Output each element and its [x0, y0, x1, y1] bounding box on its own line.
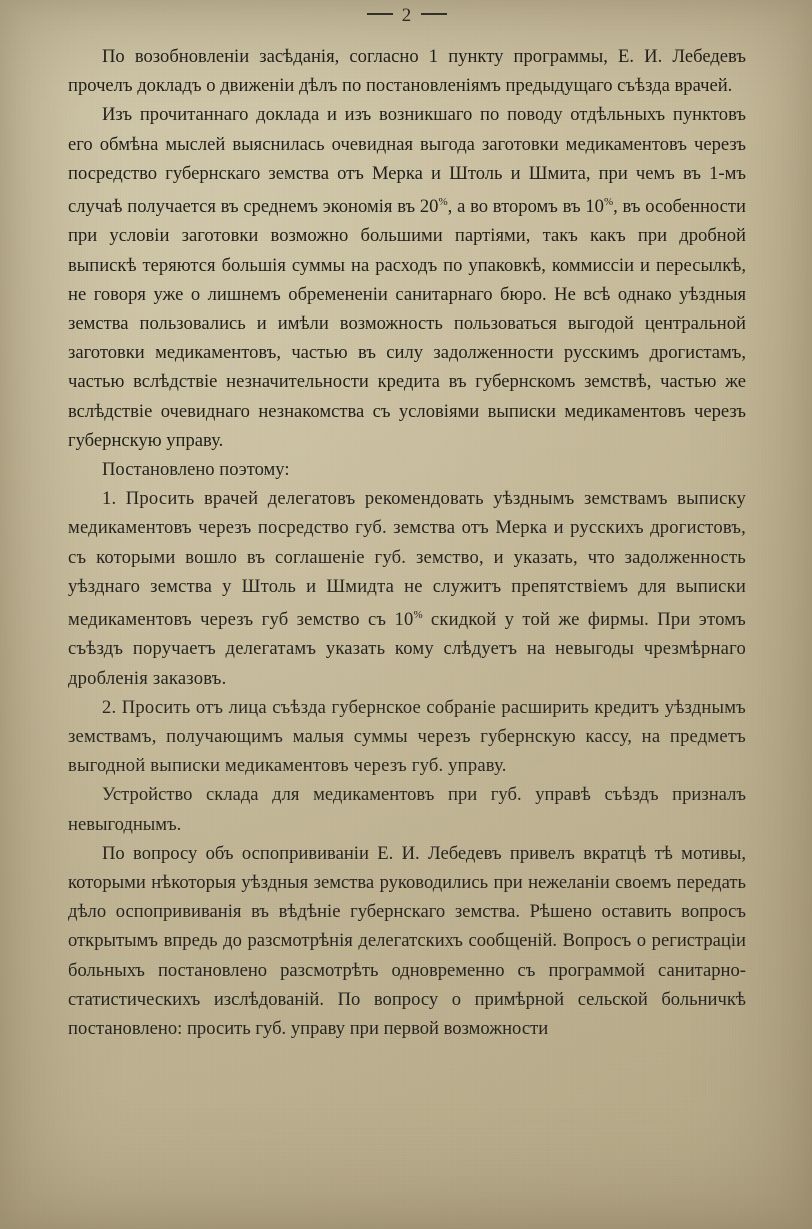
page-header: [68, 0, 746, 30]
paragraph-2-part-c: , въ особенности при условіи заготовки возможно большими партіями, такъ какъ при дробной выпискѣ теряются большія суммы на расходъ по упаковкѣ, коммиссіи и пересылкѣ, не говоря уже о лишнемъ обремененіи санитарнаго бюро. Не всѣ однако уѣздныя земства пользовались и имѣли возможность пользоваться выгодой центральной заготовки медикаментовъ, частью въ силу задолженности русскимъ дрогистамъ, частью вслѣдствіе незначительности кредита въ губернскомъ земствѣ, частью же вслѣдствіе очевиднаго незнакомства съ условіями выписки медикаментовъ черезъ губернскую управу.: [68, 196, 746, 451]
paragraph-4: [68, 484, 746, 693]
paragraph-2-part-a: Изъ прочитаннаго доклада и изъ возникшаго по поводу отдѣльныхъ пунктовъ его обмѣна мыслей выяснилась очевидная выгода заготовки медикаментовъ черезъ посредство губернскаго земства отъ Мерка и Штоль и Шмита, при чемъ въ 1-мъ случаѣ получается въ среднемъ экономія въ 20: [68, 104, 746, 218]
paragraph-2: [68, 100, 746, 455]
percent-sign-2: %: [603, 196, 614, 209]
page-number: 2: [401, 5, 413, 26]
header-rule-left: [367, 13, 393, 15]
header-rule-right: [421, 13, 447, 15]
paragraph-4-part-a: 1. Просить врачей делегатовъ рекомендовать уѣзднымъ земствамъ выписку медикаментовъ черезъ посредство губ. земства отъ Мерка и русскихъ дрогистовъ, съ которыми вошло въ соглашеніе губ. земство, и указать, что задолженность уѣзднаго земства у Штоль и Шмидта не служитъ препятствіемъ для выписки медикаментовъ черезъ губ земство съ 10: [68, 488, 746, 631]
body-text: [68, 42, 746, 1043]
paragraph-7: По вопросу объ оспопрививаніи Е. И. Лебедевъ привелъ вкратцѣ тѣ мотивы, которыми нѣкоторыя уѣздныя земства руководились при нежеланіи своемъ передать дѣло оспопрививанія въ вѣдѣніе губернскаго земства. Рѣшено оставить вопросъ открытымъ впредь до разсмотрѣнія делегатскихъ сообщеній. Вопросъ о регистраціи больныхъ постановлено разсмотрѣть одновременно съ программой санитарно-статистическихъ изслѣдованій. По вопросу о примѣрной сельской больничкѣ постановлено: просить губ. управу при первой возможности: [68, 842, 746, 1040]
percent-sign-3: %: [413, 609, 423, 622]
paragraph-2-part-b: , а во второмъ въ 10: [447, 196, 604, 218]
paragraph-1: По возобновленіи засѣданія, согласно 1 пункту программы, Е. И. Лебедевъ прочелъ докладъ о движеніи дѣлъ по постановленіямъ предыдущаго съѣзда врачей.: [68, 46, 746, 97]
paragraph-6: Устройство склада для медикаментовъ при губ. управѣ съѣздъ призналъ невыгоднымъ.: [68, 784, 746, 835]
percent-sign-1: %: [438, 196, 448, 209]
paragraph-5: 2. Просить отъ лица съѣзда губернское собраніе расширить кредитъ уѣзднымъ земствамъ, получающимъ малыя суммы черезъ губернскую кассу, на предметъ выгодной выписки медикаментовъ черезъ губ. управу.: [68, 696, 746, 777]
paragraph-3: Постановлено поэтому:: [102, 459, 290, 481]
paragraph-4-part-b: скидкой у той же фирмы. При этомъ съѣздъ поручаетъ делегатамъ указать кому слѣдуетъ на невыгоды чрезмѣрнаго дробленія заказовъ.: [68, 609, 746, 689]
